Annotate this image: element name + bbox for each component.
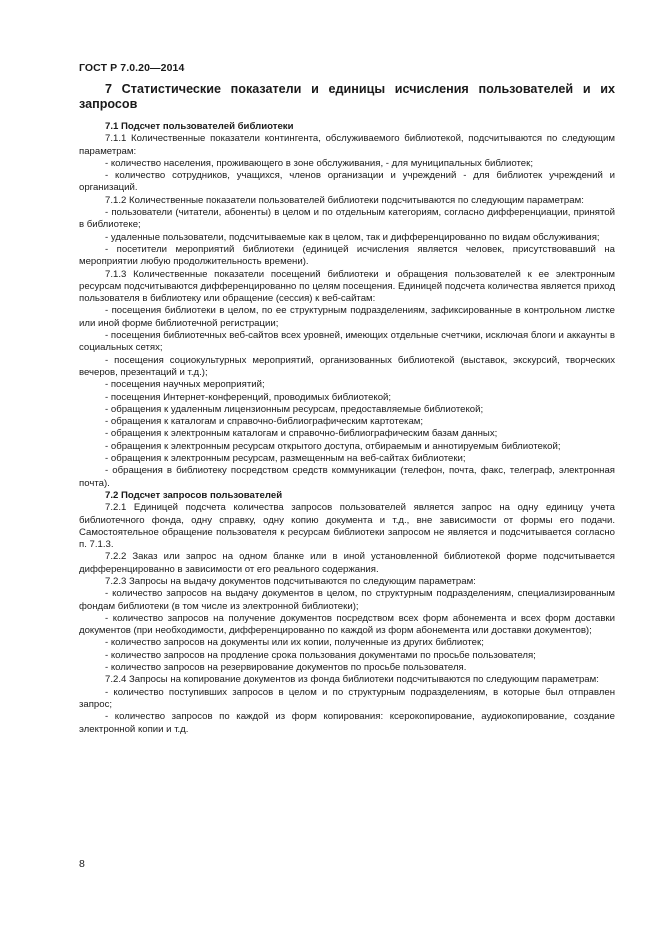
bullet-item: - обращения к каталогам и справочно-библиографическим картотекам; [105,416,424,428]
paragraph: 7.1.2 Количественные показатели пользователей библиотеки подсчитываются по следующим параметрам: [105,194,584,206]
paragraph: 7.2.1 Единицей подсчета количества запросов пользователей является запрос на одну единицу учета библиотечного фонда, одну справку, одну копию документа и т.д., вне зависимости от формы его подачи. Самостоятельное обращение пользователя к ресурсам библиотеки запросом не является и подсчитывается согласно п. 7.1.3. [79,502,615,551]
bullet-item: - обращения к электронным ресурсам, размещенным на веб-сайтах библиотеки; [105,453,466,465]
bullet-item: - обращения к удаленным лицензионным ресурсам, предоставляемые библиотекой; [105,403,484,415]
paragraph: 7.2.3 Запросы на выдачу документов подсчитываются по следующим параметрам: [105,575,476,587]
subsection-title: 7.2 Подсчет запросов пользователей [105,489,283,501]
document-code: ГОСТ Р 7.0.20—2014 [79,62,185,74]
bullet-item: - обращения в библиотеку посредством средств коммуникации (телефон, почта, факс, телеграф, электронная почта). [79,465,615,489]
page-number: 8 [79,858,85,870]
bullet-item: - посещения социокультурных мероприятий, организованных библиотекой (выставок, экскурсий, творческих вечеров, презентаций и т.д.); [79,354,615,378]
bullet-item: - посетители мероприятий библиотеки (единицей исчисления является человек, присутствовавший на мероприятии любую продолжительность времени). [79,243,615,268]
bullet-item: - посещения библиотечных веб-сайтов всех уровней, имеющих отдельные счетчики, исключая блоги и аккаунты в социальных сетях; [79,330,615,354]
paragraph: 7.1.1 Количественные показатели контингента, обслуживаемого библиотекой, подсчитываются по следующим параметрам: [79,133,615,157]
bullet-item: - количество запросов на продление срока пользования документами по просьбе пользователя; [105,649,536,661]
section-title: 7 Статистические показатели и единицы исчисления пользователей и их запросов [79,82,615,111]
paragraph: 7.1.3 Количественные показатели посещений библиотеки и обращения пользователей к ее электронным ресурсам подсчитываются дифференцированно по целям посещения. Единицей подсчета количества является приход пользователя в библиотеку или обращение (сессия) к веб-сайтам: [79,268,615,305]
bullet-item: - обращения к электронным каталогам и справочно-библиографическим базам данных; [105,428,498,440]
bullet-item: - количество запросов на документы или их копии, полученные из других библиотек; [105,637,484,649]
bullet-item: - посещения научных мероприятий; [105,379,265,391]
subsection-title: 7.1 Подсчет пользователей библиотеки [105,121,294,132]
bullet-item: - количество населения, проживающего в зоне обслуживания, - для муниципальных библиотек; [105,157,533,169]
bullet-item: - посещения библиотеки в целом, по ее структурным подразделениям, зафиксированные в контрольном листке или иной форме библиотечной регистрации; [79,305,615,329]
paragraph: 7.2.4 Запросы на копирование документов из фонда библиотеки подсчитываются по следующим параметрам: [105,674,599,686]
bullet-item: - количество поступивших запросов в целом и по структурным подразделениям, в которые был отправлен запрос; [79,686,615,710]
bullet-item: - количество запросов на получение документов посредством всех форм абонемента и всех форм доставки документов (при необходимости, дифференцированно по каждой из форм абонемента или доставки документов); [79,612,615,637]
page-content [79,82,615,736]
bullet-item: - количество запросов на выдачу документов в целом, по структурным подразделениям, специализированным фондам библиотеки (в том числе из электронной библиотеки); [79,588,615,612]
bullet-item: - количество сотрудников, учащихся, членов организации и учреждений - для библиотек учреждений и организаций. [79,170,615,194]
bullet-item: - количество запросов на резервирование документов по просьбе пользователя. [105,662,467,674]
bullet-item: - посещения Интернет-конференций, проводимых библиотекой; [105,391,392,403]
bullet-item: - удаленные пользователи, подсчитываемые как в целом, так и дифференцированно по видам обслуживания; [105,231,600,243]
paragraph: 7.2.2 Заказ или запрос на одном бланке или в иной установленной библиотекой форме подсчитывается дифференцированно в зависимости от его реального содержания. [79,551,615,575]
bullet-item: - обращения к электронным ресурсам открытого доступа, отбираемым и аннотируемым библиотекой; [105,440,561,452]
bullet-item: - пользователи (читатели, абоненты) в целом и по отдельным категориям, согласно дифференциации, принятой в библиотеке; [79,207,615,231]
bullet-item: - количество запросов по каждой из форм копирования: ксерокопирование, аудиокопирование, создание электронной копии и т.д. [79,711,615,735]
